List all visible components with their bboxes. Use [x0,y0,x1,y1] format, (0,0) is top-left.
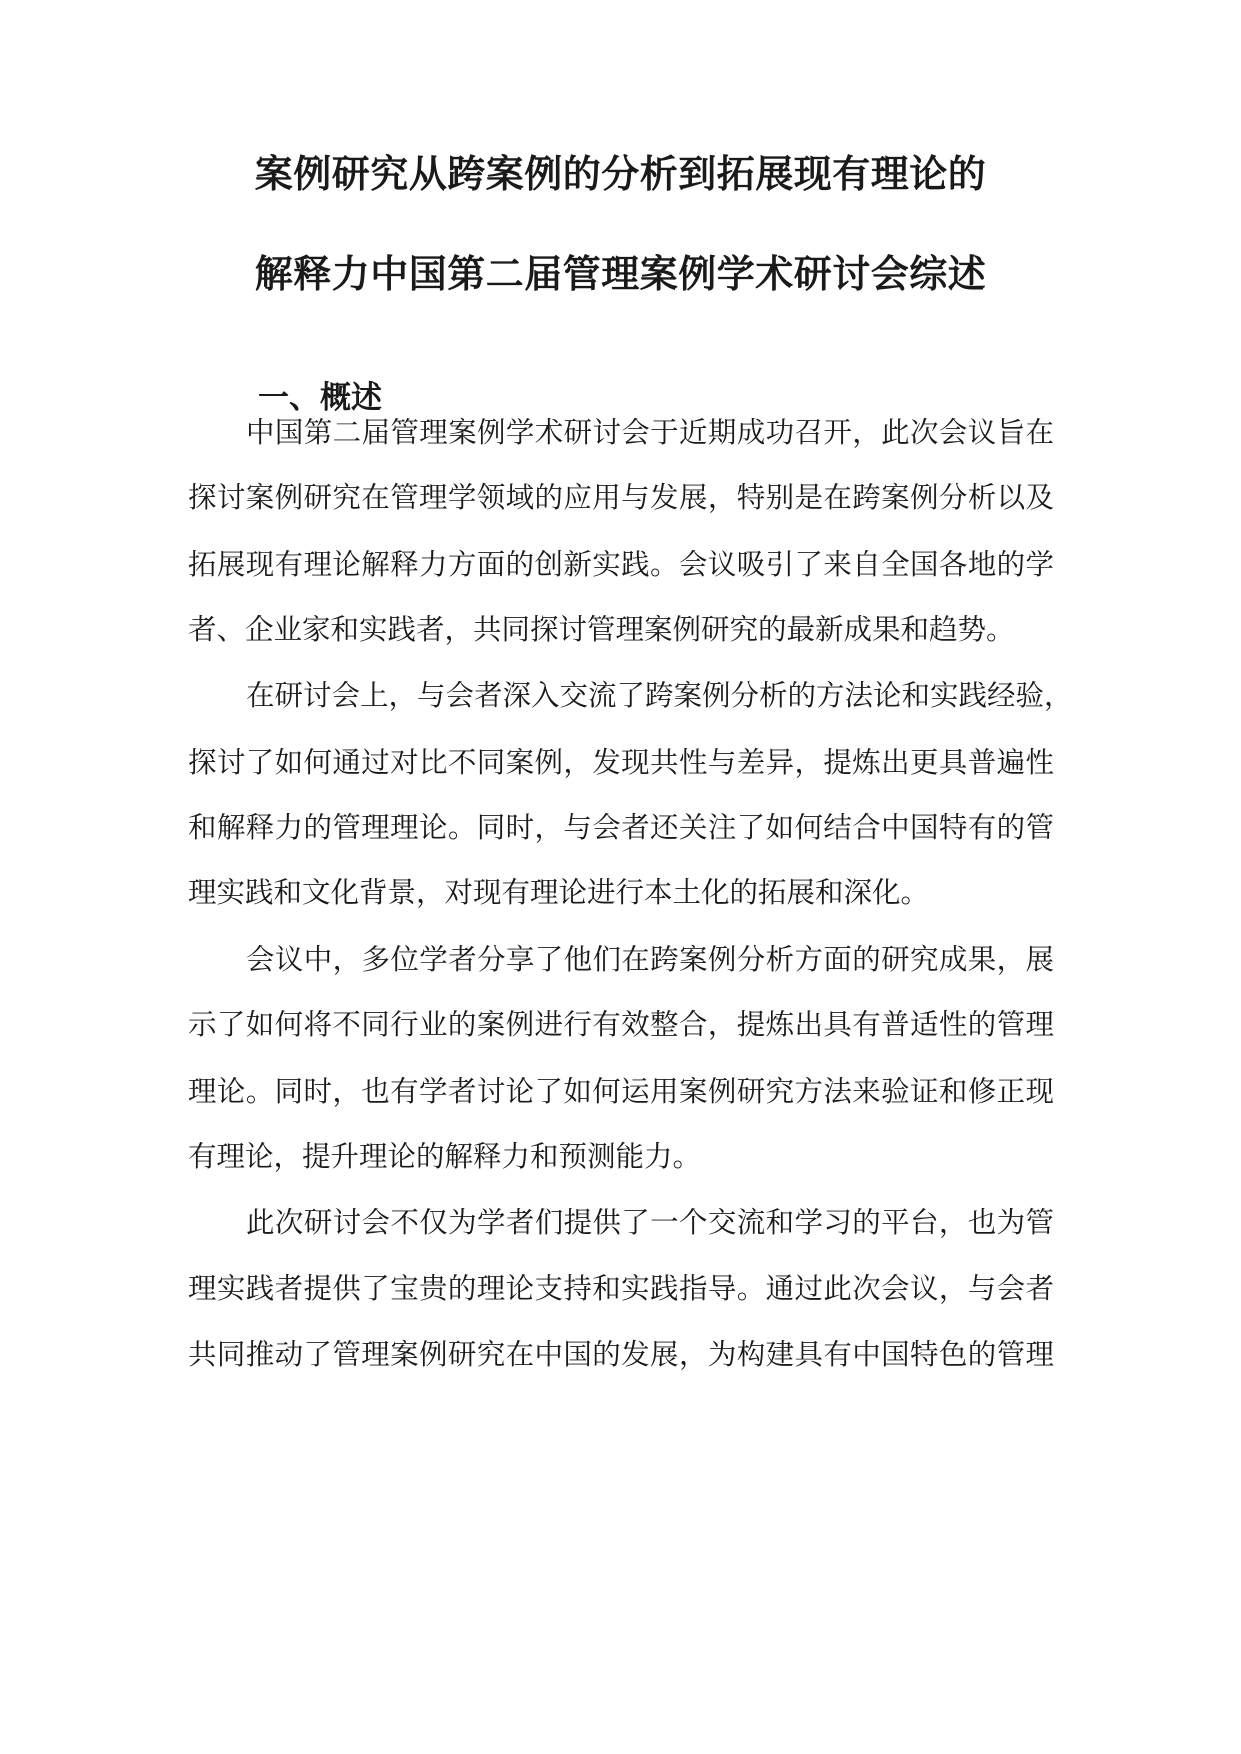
paragraph-1-line-3: 拓展现有理论解释力方面的创新实践。会议吸引了来自全国各地的学 [188,548,1054,581]
section-heading-overview: 一、概述 [258,380,382,416]
paragraph-1-line-4: 者、企业家和实践者，共同探讨管理案例研究的最新成果和趋势。 [188,613,1015,646]
paragraph-4-line-1: 此次研讨会不仅为学者们提供了一个交流和学习的平台，也为管 [246,1206,1054,1239]
paragraph-1-line-1: 中国第二届管理案例学术研讨会于近期成功召开，此次会议旨在 [246,416,1054,449]
paragraph-4-line-3: 共同推动了管理案例研究在中国的发展，为构建具有中国特色的管理 [188,1338,1054,1371]
paragraph-3-line-3: 理论。同时，也有学者讨论了如何运用案例研究方法来验证和修正现 [188,1075,1054,1108]
paragraph-2-line-3: 和解释力的管理理论。同时，与会者还关注了如何结合中国特有的管 [188,811,1054,844]
paragraph-1-line-2: 探讨案例研究在管理学领域的应用与发展，特别是在跨案例分析以及 [188,481,1054,514]
paragraph-2-line-2: 探讨了如何通过对比不同案例，发现共性与差异，提炼出更具普遍性 [188,746,1054,779]
paragraph-4-line-2: 理实践者提供了宝贵的理论支持和实践指导。通过此次会议，与会者 [188,1272,1054,1305]
paragraph-3-line-4: 有理论，提升理论的解释力和预测能力。 [188,1140,702,1173]
document-title-line-1: 案例研究从跨案例的分析到拓展现有理论的 [254,152,987,196]
document-title-line-2: 解释力中国第二届管理案例学术研讨会综述 [254,252,987,296]
paragraph-2-line-1: 在研讨会上，与会者深入交流了跨案例分析的方法论和实践经验， [246,679,1073,712]
paragraph-2-line-4: 理实践和文化背景，对现有理论进行本土化的拓展和深化。 [188,876,930,909]
paragraph-3-line-1: 会议中，多位学者分享了他们在跨案例分析方面的研究成果，展 [246,943,1054,976]
paragraph-3-line-2: 示了如何将不同行业的案例进行有效整合，提炼出具有普适性的管理 [188,1008,1054,1041]
